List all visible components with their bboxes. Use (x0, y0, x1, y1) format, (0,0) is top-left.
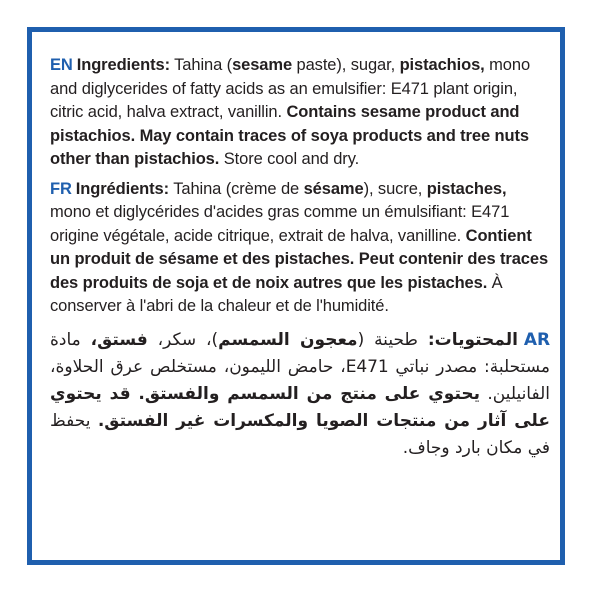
text-segment: mono et diglycérides d'acides gras comme un émulsifiant: E471 origine végétale, acide citrique, extrait de halva, vanilline. (50, 203, 510, 245)
text-segment: sesame (232, 56, 293, 74)
text-segment: paste), sugar, (292, 56, 400, 74)
text-segment: Tahina ( (169, 56, 233, 74)
text-segment: يحتوي على منتج من السمسم والفستق. قد يحتوي على آثار من منتجات الصويا والمكسرات غير الفستق. (50, 383, 550, 431)
text-segment: Contains sesame product and pistachios. May contain traces of soya products and tree nuts other than pistachios. (50, 103, 529, 168)
ingredients-ar (50, 327, 550, 462)
ingredients-en (50, 54, 550, 172)
text-segment: )، سكر، (147, 329, 219, 350)
text-segment: Store cool and dry. (219, 150, 360, 168)
text-segment: يحفظ في مكان بارد وجاف. (50, 410, 550, 458)
ingredients-content (50, 54, 550, 468)
text-segment: pistachios, (399, 56, 485, 74)
text-segment: مادة مستحلبة: مصدر نباتي E471، حامض الليمون، مستخلص عرق الحلاوة، الفانيلين. (50, 329, 551, 404)
label-frame (27, 27, 565, 565)
text-segment: Ingredients: (76, 56, 170, 74)
text-segment: Contient un produit de sésame et des pistaches. Peut contenir des traces des produits de soja et de noix autres que les pistaches. (50, 226, 549, 292)
text-segment: À conserver à l'abri de la chaleur et de l'humidité. (50, 273, 503, 315)
text-segment: sésame (303, 179, 364, 198)
text-segment: pistaches, (426, 179, 507, 198)
text-segment: Ingrédients: (75, 179, 170, 198)
lang-code-ar: AR (523, 329, 550, 350)
text-segment: فستق، (90, 329, 148, 350)
text-segment: المحتويات: (427, 329, 518, 350)
text-segment: mono and diglycerides of fatty acids as an emulsifier: E471 plant origin, citric acid, halva extract, vanillin. (50, 56, 531, 121)
ingredients-ar-text (50, 330, 550, 458)
text-segment: طحينة ( (357, 329, 428, 350)
text-segment: معجون السمسم (218, 329, 358, 350)
lang-code-fr: FR (50, 179, 72, 198)
ingredients-fr-text (50, 180, 548, 316)
text-segment: ), sucre, (363, 179, 427, 198)
ingredients-fr (50, 178, 550, 319)
lang-code-en: EN (50, 56, 73, 74)
ingredients-en-text (50, 56, 530, 168)
text-segment: Tahina (crème de (169, 179, 304, 198)
